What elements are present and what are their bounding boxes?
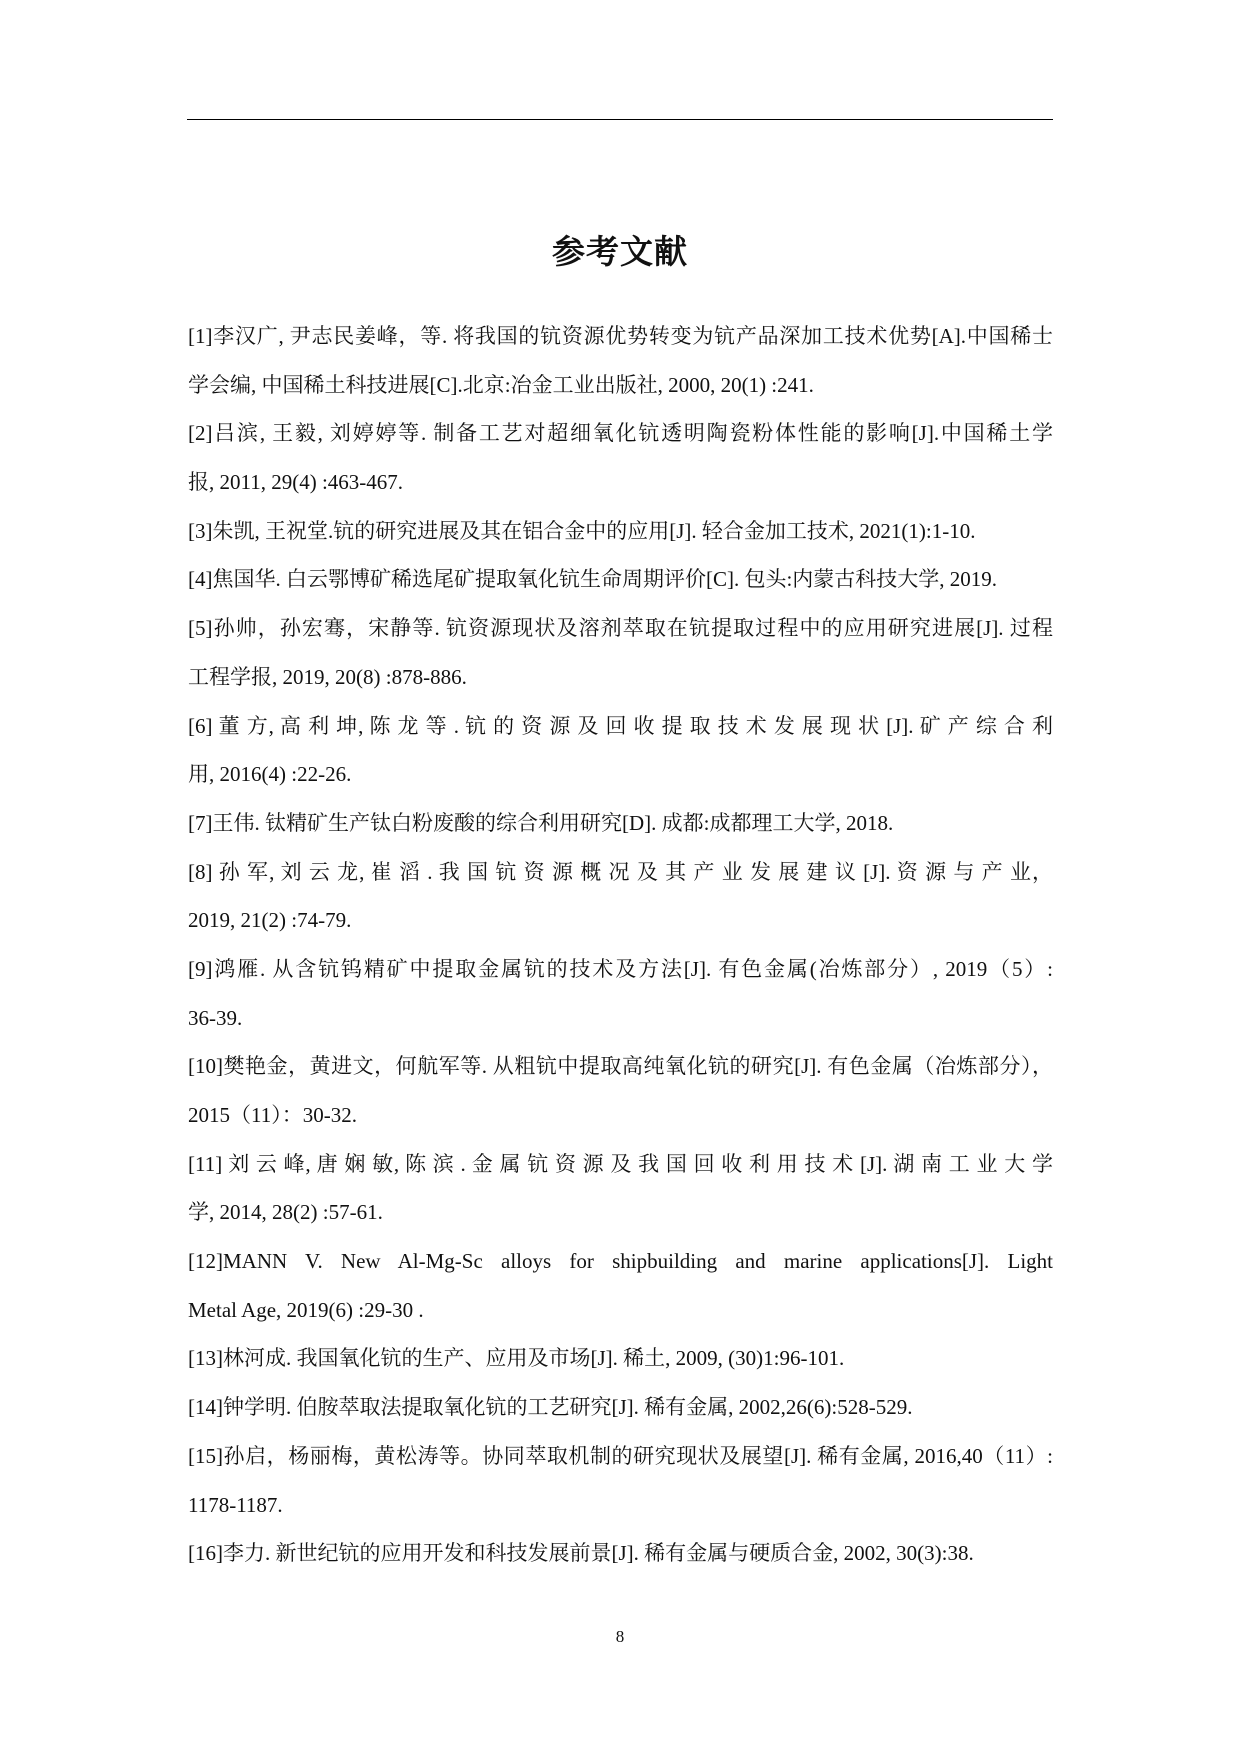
reference-line: [8] 孙 军, 刘 云 龙, 崔 滔 . 我 国 钪 资 源 概 况 及 其 产 业 发 展 建 议 [J]. 资 源 与 产 业， [188, 859, 1053, 884]
reference-item [188, 1432, 1053, 1529]
reference-line: 1178-1187. [188, 1492, 283, 1517]
reference-item [188, 1334, 1053, 1383]
reference-line: Metal Age, 2019(6) :29-30 . [188, 1297, 424, 1322]
reference-line: [7]王伟. 钛精矿生产钛白粉废酸的综合利用研究[D]. 成都:成都理工大学, 2018. [188, 810, 894, 835]
reference-item [188, 555, 1053, 604]
reference-line: 2015（11）：30-32. [188, 1103, 357, 1127]
reference-line: 用, 2016(4) :22-26. [188, 762, 352, 787]
reference-line: [14]钟学明. 伯胺萃取法提取氧化钪的工艺研究[J]. 稀有金属, 2002,26(6):528-529. [188, 1395, 913, 1420]
reference-line: [16]李力. 新世纪钪的应用开发和科技发展前景[J]. 稀有金属与硬质合金, 2002, 30(3):38. [188, 1541, 974, 1566]
reference-item [188, 409, 1053, 506]
reference-list [188, 312, 1053, 1578]
reference-item [188, 1529, 1053, 1578]
reference-line: [2]吕滨, 王毅, 刘婷婷等. 制备工艺对超细氧化钪透明陶瓷粉体性能的影响[J].中国稀土学 [188, 421, 1053, 446]
reference-item [188, 1383, 1053, 1432]
reference-item [188, 604, 1053, 701]
reference-line: [15]孙启，杨丽梅，黄松涛等。协同萃取机制的研究现状及展望[J]. 稀有金属, 2016,40（11）: [188, 1443, 1053, 1468]
reference-line: [4]焦国华. 白云鄂博矿稀选尾矿提取氧化钪生命周期评价[C]. 包头:内蒙古科技大学, 2019. [188, 567, 998, 592]
reference-item [188, 507, 1053, 556]
reference-item [188, 799, 1053, 848]
reference-line: 36-39. [188, 1005, 243, 1030]
reference-line: 报, 2011, 29(4) :463-467. [188, 470, 404, 495]
reference-item [188, 702, 1053, 799]
reference-line: [1]李汉广, 尹志民姜峰，等. 将我国的钪资源优势转变为钪产品深加工技术优势[A].中国稀士 [188, 324, 1053, 348]
page-number: 8 [615, 1627, 625, 1646]
reference-item [188, 312, 1053, 409]
header-rule [187, 119, 1053, 120]
reference-line: 学, 2014, 28(2) :57-61. [188, 1200, 383, 1225]
reference-item [188, 945, 1053, 1042]
reference-item [188, 1237, 1053, 1334]
reference-item [188, 1042, 1053, 1139]
reference-line: [10]樊艳金，黄进文，何航军等. 从粗钪中提取高纯氧化钪的研究[J]. 有色金属（冶炼部分）， [188, 1054, 1053, 1079]
reference-item [188, 1140, 1053, 1237]
reference-line: [12]MANN V. New Al-Mg-Sc alloys for shipbuilding and marine applications[J]. Light [188, 1249, 1053, 1274]
reference-line: [13]林河成. 我国氧化钪的生产、应用及市场[J]. 稀土, 2009, (30)1:96-101. [188, 1346, 845, 1371]
reference-line: [11] 刘 云 峰, 唐 娴 敏, 陈 滨 . 金 属 钪 资 源 及 我 国 回 收 利 用 技 术 [J]. 湖 南 工 业 大 学 [188, 1151, 1053, 1176]
reference-item [188, 848, 1053, 945]
reference-line: [6] 董 方, 高 利 坤, 陈 龙 等 . 钪 的 资 源 及 回 收 提 取 技 术 发 展 现 状 [J]. 矿 产 综 合 利 [188, 713, 1053, 738]
reference-line: 2019, 21(2) :74-79. [188, 908, 352, 933]
page-title: 参考文献 [552, 232, 688, 271]
reference-line: 工程学报, 2019, 20(8) :878-886. [188, 664, 467, 689]
reference-line: [9]鸿雁. 从含钪钨精矿中提取金属钪的技术及方法[J]. 有色金属(冶炼部分）, 2019（5）: [188, 956, 1053, 981]
reference-line: [3]朱凯, 王祝堂.钪的研究进展及其在铝合金中的应用[J]. 轻合金加工技术, 2021(1):1-10. [188, 518, 976, 543]
reference-line: [5]孙帅，孙宏骞，宋静等. 钪资源现状及溶剂萃取在钪提取过程中的应用研究进展[J]. 过程 [188, 616, 1053, 641]
reference-line: 学会编, 中国稀土科技进展[C].北京:冶金工业出版社, 2000, 20(1) :241. [188, 372, 814, 397]
